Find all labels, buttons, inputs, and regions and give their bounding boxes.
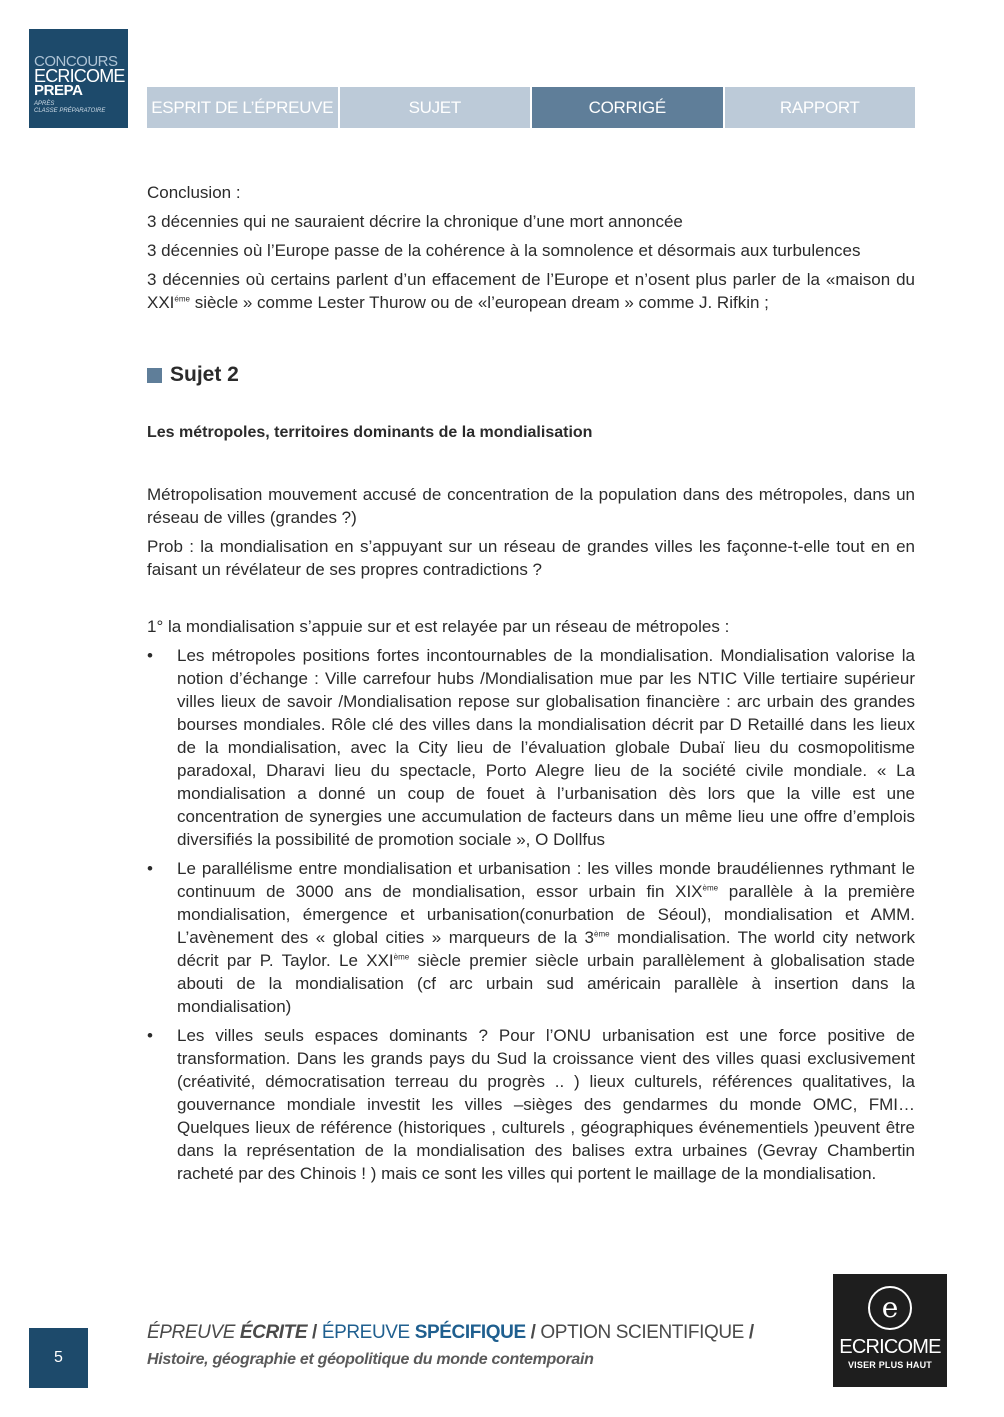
logo-line-prepa: PREPA — [34, 82, 83, 99]
footer-option: OPTION SCIENTIFIQUE — [540, 1322, 744, 1343]
ecricome-brand-logo — [833, 1274, 947, 1387]
bullet2-part-c: mondialisation. The world city network décrit par P. Taylor. Le XXI — [177, 928, 915, 970]
intro-paragraph-1: Métropolisation mouvement accusé de concentration de la population dans des métropoles, dans un réseau de villes (grandes ?) — [147, 485, 915, 527]
tab-rapport[interactable]: RAPPORT — [725, 87, 916, 128]
page-number: 5 — [29, 1328, 88, 1388]
bullet2-sup-1: ème — [702, 883, 719, 893]
section-tabs — [147, 87, 915, 128]
footer-sep-1: / — [307, 1322, 322, 1343]
tab-corrige[interactable]: CORRIGÉ — [532, 87, 723, 128]
footer-ecrite: ÉCRITE — [239, 1322, 308, 1343]
bullet2-part-d: siècle premier siècle urbain parallèlement à globalisation stade abouti de la mondialisation (cf arc urbain sud américain parallèle à insertion dans la mondialisation) — [177, 951, 915, 1016]
tab-sujet[interactable]: SUJET — [340, 87, 531, 128]
bullet2-sup-3: ème — [393, 952, 410, 962]
conclusion-line-3-b: siècle » comme Lester Thurow ou de «l’european dream » comme J. Rifkin ; — [189, 293, 769, 312]
logo-subtitle-b: CLASSE PRÉPARATOIRE — [34, 107, 106, 114]
concours-logo — [29, 29, 128, 128]
brand-tagline: VISER PLUS HAUT — [847, 1360, 932, 1370]
intro-paragraph-2: Prob : la mondialisation en s’appuyant sur un réseau de grandes villes les façonne-t-elle tout en en faisant un révélateur de ses propres contradictions ? — [147, 537, 915, 579]
footer-specifique: SPÉCIFIQUE — [414, 1322, 526, 1343]
brand-name: ECRICOME — [839, 1336, 941, 1358]
logo-line-concours: CONCOURS — [34, 53, 118, 70]
logo-subtitle-a: APRÈS — [34, 101, 55, 107]
conclusion-line-3 — [147, 268, 915, 314]
section-subtitle: Les métropoles, territoires dominants de la mondialisation — [147, 424, 593, 441]
conclusion-line-1: 3 décennies qui ne sauraient décrire la chronique d’une mort annoncée — [147, 212, 683, 231]
bullet2-sup-2: ème — [594, 929, 610, 939]
conclusion-heading: Conclusion : — [147, 183, 241, 202]
bullet2-part-b: parallèle à la première mondialisation, émergence et urbanisation(conurbation de Séoul), mondialisation et AMM. L’avènement des « global cities » marqueurs de la 3 — [177, 882, 915, 947]
list-item — [147, 857, 915, 1018]
part1-heading: 1° la mondialisation s’appuie sur et est relayée par un réseau de métropoles : — [147, 617, 730, 636]
footer-sep-2: / — [525, 1322, 541, 1343]
section-square-icon — [147, 368, 162, 383]
part1-block — [147, 615, 915, 1185]
conclusion-line-2: 3 décennies où l’Europe passe de la cohérence à la somnolence et désormais aux turbulences — [147, 241, 861, 260]
part1-bullet-list — [147, 644, 915, 1185]
footer-sep-3: / — [743, 1322, 754, 1343]
footer-subject: Histoire, géographie et géopolitique du monde contemporain — [147, 1351, 594, 1368]
footer-epreuve-2: ÉPREUVE — [321, 1322, 415, 1343]
section-heading — [147, 363, 239, 387]
conclusion-block — [147, 181, 915, 314]
bullet2-part-a: Le parallélisme entre mondialisation et urbanisation : les villes monde braudéliennes rythmant le continuum de 3000 ans de mondialisation, essor urbain fin XIX — [177, 859, 915, 901]
footer-exam-type — [147, 1322, 754, 1344]
intro-block — [147, 483, 915, 581]
conclusion-line-3-a: 3 décennies où certains parlent d’un effacement de l’Europe et n’osent plus parler de la «maison du XXI — [147, 270, 915, 312]
list-item: • Les métropoles positions fortes incontournables de la mondialisation. Mondialisation valorise la notion d’échange : Ville carrefour hubs /Mondialisation mue par les NTIC Ville tertiaire supérieur villes lieux de savoir /Mondialisation repose sur globalisation financière : arc urbain des grandes bourses mondiales. Rôle clé des villes dans la mondialisation décrit par D Retaillé dans les lieux de la mondialisation, avec la City lieu de l’évaluation globale Dubaï lieu du cosmopolitisme paradoxal, Dharavi lieu du spectacle, Porto Alegre lieu de la société civile mondiale. « La mondialisation a donné un coup de fouet à l’urbanisation dès lors que la ville est une concentration de synergies une accumulation de facteurs dans un même lieu une offre d’emplois diversifiés la possibilité de promotion sociale », O Dollfus — [147, 644, 915, 851]
section-title: Sujet 2 — [170, 363, 239, 386]
tab-esprit-epreuve[interactable]: ESPRIT DE L’ÉPREUVE — [147, 87, 338, 128]
ecricome-e-icon: e — [868, 1286, 912, 1330]
conclusion-line-3-sup: éme — [174, 294, 190, 304]
footer-epreuve-1: ÉPREUVE — [147, 1322, 240, 1343]
list-item: • Les villes seuls espaces dominants ? Pour l’ONU urbanisation est une force positive de transformation. Dans les grands pays du Sud la croissance vient des villes quasi exclusivement (créativité, démocratisation terreau du progrès .. ) lieux culturels, références qualitatives, la gouvernance mondiale investit les villes –sièges des gendarmes du monde OMC, FMI… Quelques lieux de référence (historiques , culturels , géographiques événementiels )peuvent être dans la représentation de la mondialisation des balises extra urbaines (Gevray Chambertin racheté par des Chinois ! ) mais ce sont les villes qui portent le maillage de la mondialisation. — [147, 1024, 915, 1185]
logo-line-subtitle — [34, 101, 128, 114]
logo-line-ecricome: ECRICOME — [34, 66, 125, 86]
